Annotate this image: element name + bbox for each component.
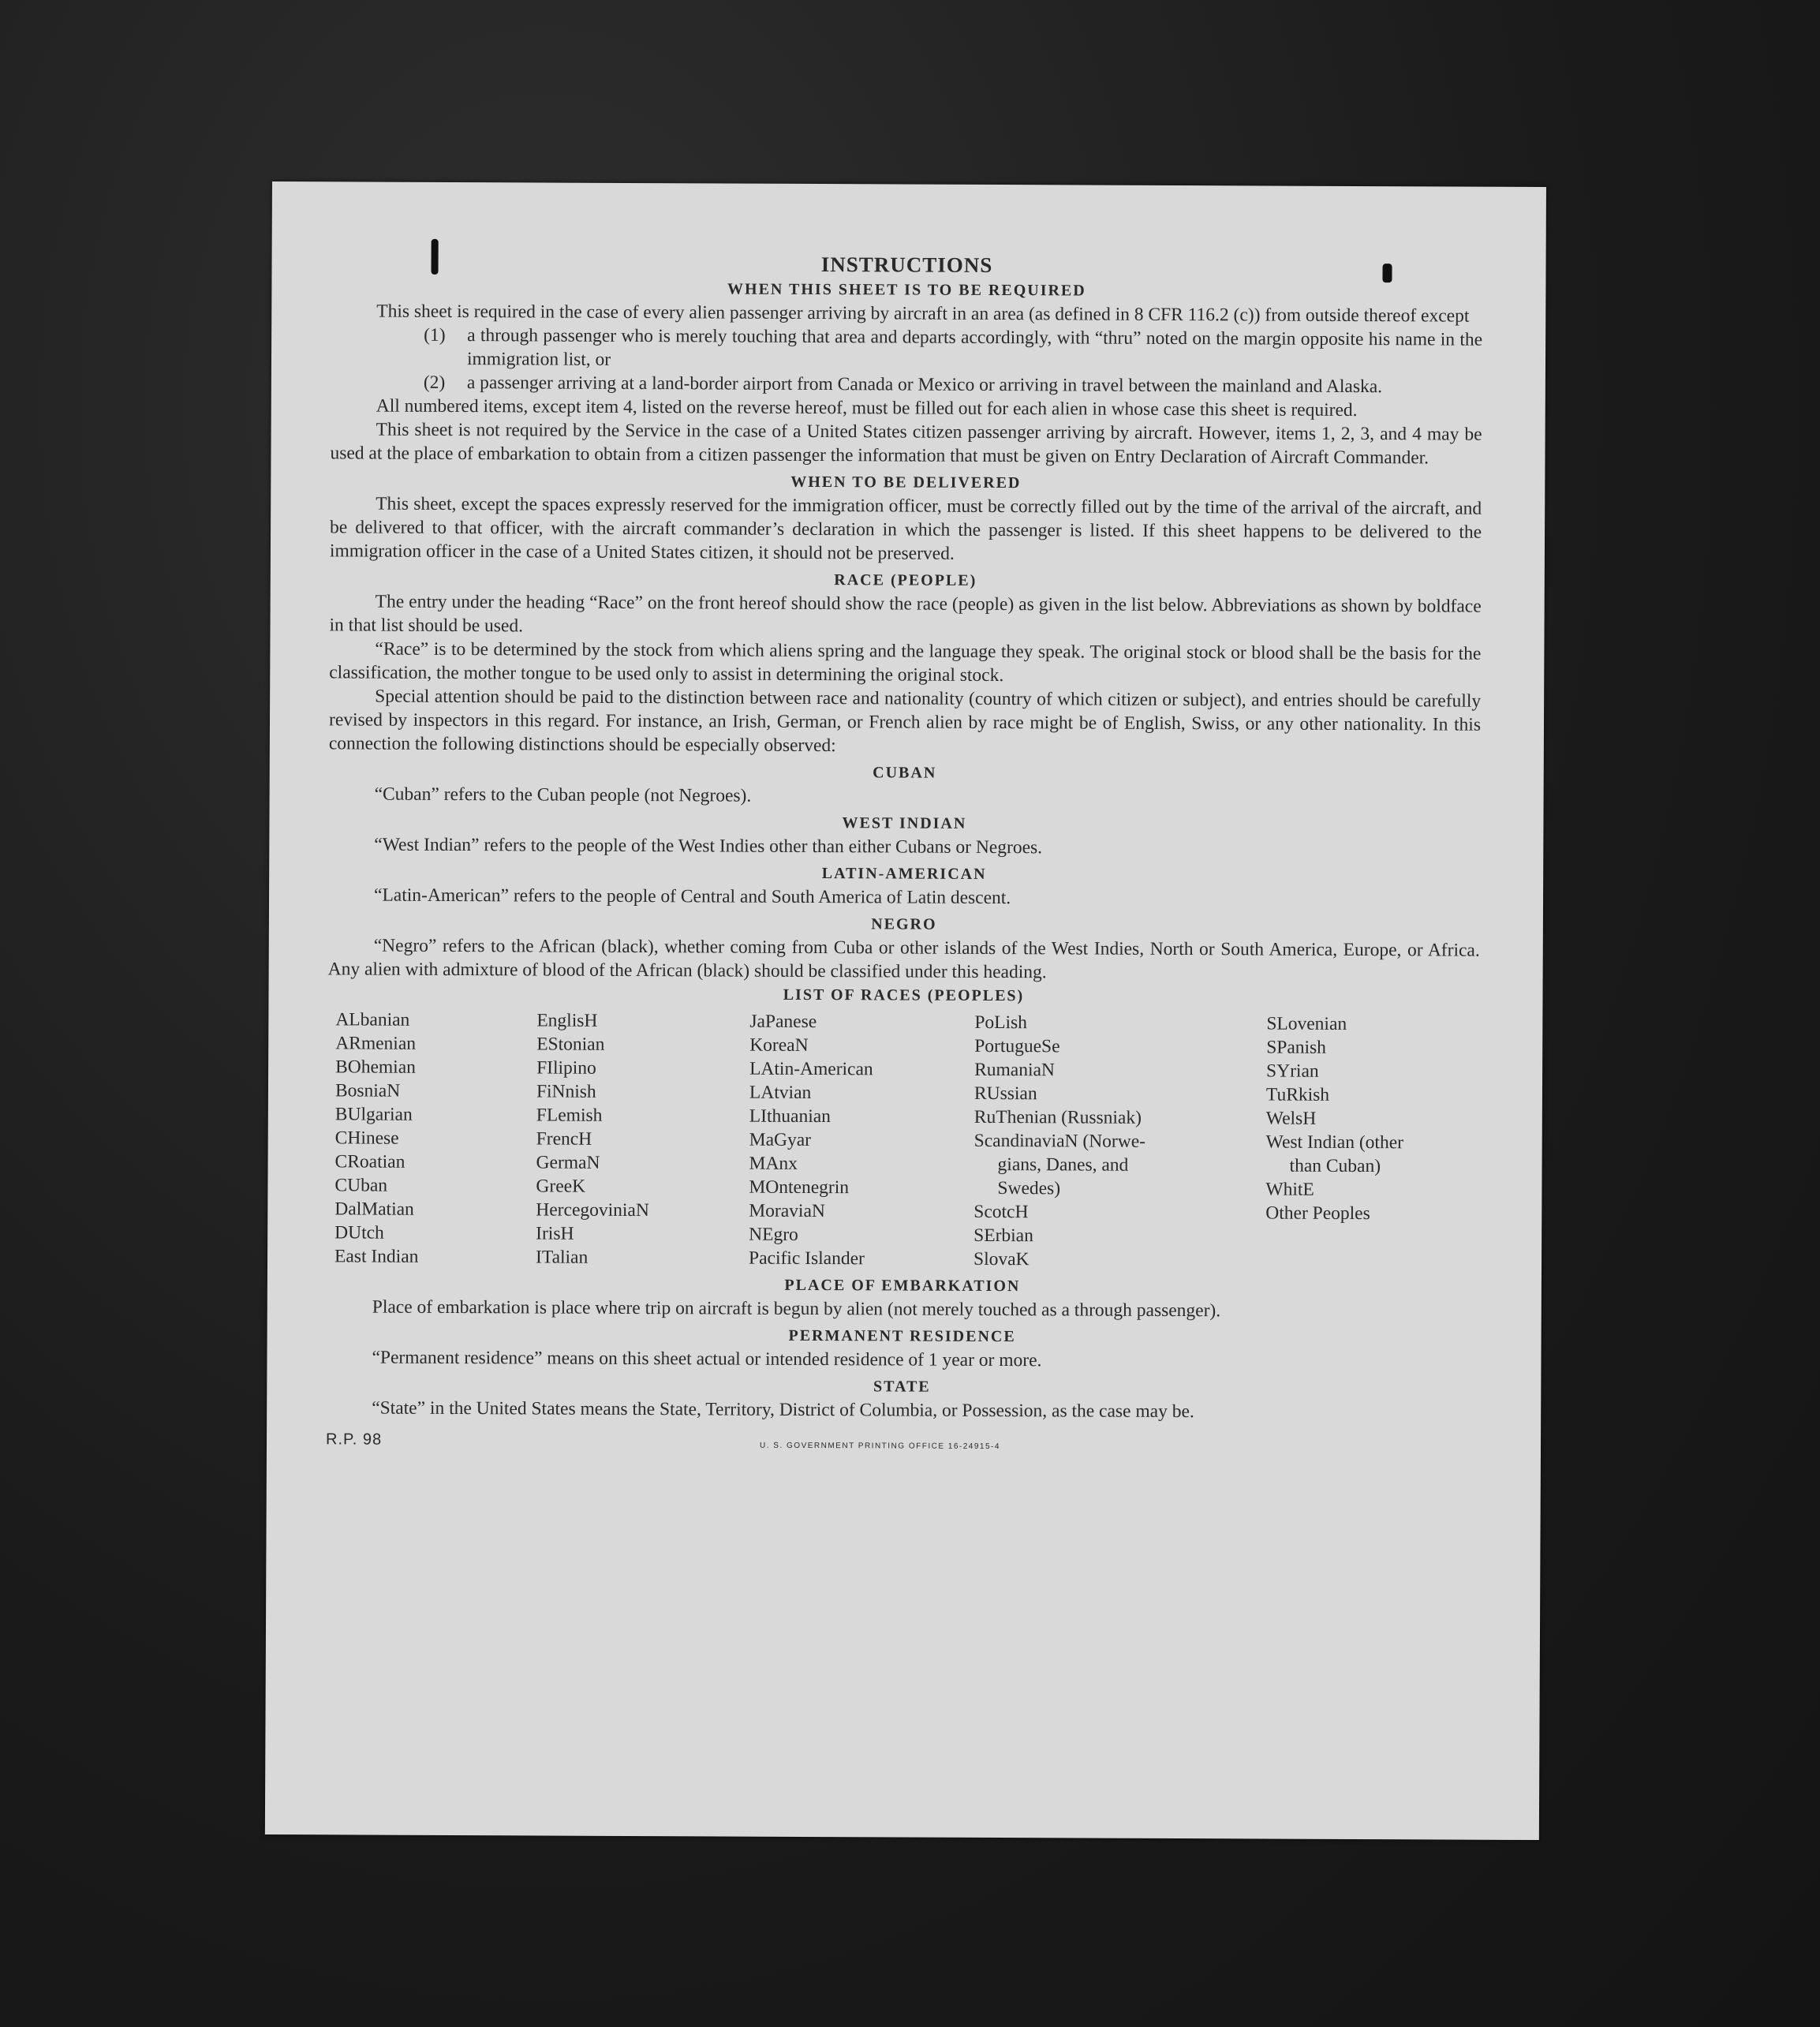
embarkation-paragraph: Place of embarkation is place where trip on aircraft is begun by alien (not merely touched as a through passenger).	[372, 1296, 1221, 1322]
race-entry: SlovaK	[973, 1248, 1030, 1270]
race-entry: HercegoviniaN	[536, 1199, 649, 1221]
race-entry: JaPanese	[749, 1011, 817, 1033]
delivered-paragraph: This sheet, except the spaces expressly reserved for the immigration officer, must be correctly filled out by the time of the arrival of the aircraft, and be delivered to that officer, with the aircraft commander’s declaration in which the passenger is listed. If this sheet happens to be delivered to the immigration officer in the case of a United States citizen, it should not be preserved.	[329, 493, 1482, 564]
race-entry: Other Peoples	[1265, 1202, 1370, 1225]
race-entry: PortugueSe	[974, 1035, 1060, 1057]
race-paragraph: “Race” is to be determined by the stock from which aliens spring and the language they speak. The original stock or blood shall be the basis for the classification, the mother tongue to be used only to assist in determining the original stock.	[329, 638, 1482, 686]
race-entry: LAtvian	[749, 1082, 812, 1103]
race-entry: EnglisH	[536, 1010, 598, 1031]
section-heading-race: RACE (PEOPLE)	[834, 571, 977, 589]
printer-imprint: U. S. GOVERNMENT PRINTING OFFICE 16-24915-4	[759, 1441, 1000, 1452]
race-entry: GermaN	[536, 1152, 600, 1173]
race-entry: Swedes)	[997, 1178, 1061, 1199]
race-entry: gians, Danes, and	[997, 1154, 1129, 1176]
race-entry: FLemish	[536, 1105, 603, 1126]
exception-item	[424, 323, 1482, 376]
section-heading-residence: PERMANENT RESIDENCE	[788, 1326, 1016, 1346]
residence-paragraph: “Permanent residence” means on this sheet actual or intended residence of 1 year or more.	[372, 1347, 1042, 1371]
section-heading-negro: NEGRO	[871, 915, 937, 933]
race-entry: SLovenian	[1266, 1013, 1347, 1034]
races-column-3	[749, 1010, 974, 1271]
race-entry: ARmenian	[335, 1033, 417, 1054]
item-text: a through passenger who is merely touching that area and departs accordingly, with “thru” noted on the margin opposite his name in the immigration list, or	[466, 325, 1483, 370]
west-indian-paragraph: “West Indian” refers to the people of the West Indies other than either Cubans or Negroes.	[374, 834, 1043, 858]
document-sheet	[265, 181, 1546, 1840]
race-entry: SErbian	[974, 1225, 1033, 1247]
races-column-5	[1265, 1012, 1479, 1273]
form-number: R.P. 98	[325, 1430, 383, 1449]
race-entry: ITalian	[535, 1247, 589, 1268]
races-column-1	[334, 1008, 536, 1269]
race-entry: DalMatian	[334, 1199, 414, 1220]
instructions-content	[326, 249, 1483, 1464]
page-title: INSTRUCTIONS	[820, 252, 993, 277]
race-entry: NEgro	[749, 1224, 798, 1245]
race-entry: CUban	[334, 1175, 388, 1196]
race-paragraph: The entry under the heading “Race” on the front hereof should show the race (people) as given in the list below. Abbreviations as shown by boldface in that list should be used.	[329, 591, 1482, 637]
race-entry: EStonian	[536, 1034, 605, 1055]
races-column-2	[536, 1008, 749, 1270]
race-entry: TuRkish	[1265, 1084, 1330, 1105]
race-entry: West Indian (other	[1265, 1131, 1404, 1154]
race-entry: PoLish	[974, 1012, 1028, 1034]
race-entry: ScotcH	[974, 1201, 1029, 1223]
race-entry: CRoatian	[334, 1151, 405, 1172]
race-entry: KoreaN	[749, 1034, 809, 1056]
race-entry: ALbanian	[335, 1009, 410, 1030]
section-heading-required: WHEN THIS SHEET IS TO BE REQUIRED	[727, 280, 1086, 300]
required-intro: This sheet is required in the case of every alien passenger arriving by aircraft in an area (as defined in 8 CFR 116.2 (c)) from outside thereof except	[376, 301, 1470, 327]
section-heading-races-list: LIST OF RACES (PEOPLES)	[783, 985, 1025, 1005]
race-entry: RumaniaN	[974, 1059, 1055, 1081]
citizen-paragraph: This sheet is not required by the Service in the case of a United States citizen passenger arriving by aircraft. However, items 1, 2, 3, and 4 may be used at the place of embarkation to obtain from a citizen passenger the information that must be given on Entry Declaration of Aircraft Commander.	[330, 419, 1482, 469]
race-entry: RuThenian (Russniak)	[974, 1106, 1142, 1128]
item-number: (2)	[423, 372, 446, 393]
race-entry: Pacific Islander	[748, 1247, 865, 1270]
race-entry: GreeK	[536, 1176, 586, 1197]
race-entry: BosniaN	[334, 1080, 401, 1101]
race-entry: East Indian	[334, 1246, 419, 1267]
race-entry: BUlgarian	[334, 1104, 413, 1125]
cuban-paragraph: “Cuban” refers to the Cuban people (not Negroes).	[374, 783, 752, 806]
race-entry: SYrian	[1266, 1060, 1319, 1082]
race-entry: than Cuban)	[1289, 1155, 1381, 1177]
race-entry: RUssian	[974, 1083, 1037, 1105]
section-heading-delivered: WHEN TO BE DELIVERED	[790, 473, 1022, 492]
races-column-4	[974, 1011, 1266, 1273]
race-entry: BOhemian	[335, 1057, 416, 1078]
section-heading-west-indian: WEST INDIAN	[842, 814, 967, 832]
race-entry: LIthuanian	[749, 1105, 832, 1128]
race-paragraph: Special attention should be paid to the distinction between race and nationality (country of which citizen or subject), and entries should be carefully revised by inspectors in this regard. For instance, an Irish, German, or French alien by race might be of English, Swiss, or any other nationality. In this connection the following distinctions should be especially observed:	[328, 686, 1482, 757]
race-entry: ScandinaviaN (Norwe-	[974, 1130, 1146, 1152]
race-entry: MoraviaN	[749, 1200, 825, 1222]
race-entry: SPanish	[1266, 1037, 1327, 1058]
race-entry: FrencH	[536, 1128, 592, 1150]
race-entry: WelsH	[1265, 1108, 1317, 1129]
race-entry: LAtin-American	[749, 1058, 873, 1080]
section-heading-latin-american: LATIN-AMERICAN	[821, 865, 987, 883]
race-entry: WhitE	[1265, 1179, 1314, 1200]
section-heading-cuban: CUBAN	[873, 764, 937, 782]
section-heading-embarkation: PLACE OF EMBARKATION	[784, 1276, 1021, 1296]
races-list	[334, 1008, 1479, 1273]
race-entry: IrisH	[536, 1223, 574, 1244]
race-entry: MAnx	[749, 1153, 798, 1174]
latin-american-paragraph: “Latin-American” refers to the people of Central and South America of Latin descent.	[373, 884, 1011, 909]
race-entry: FIlipino	[536, 1057, 596, 1079]
item-text: a passenger arriving at a land-border airport from Canada or Mexico or arriving in travel between the mainland and Alaska.	[466, 372, 1383, 398]
state-paragraph: “State” in the United States means the State, Territory, District of Columbia, or Possession, as the case may be.	[372, 1397, 1194, 1423]
section-heading-state: STATE	[873, 1378, 931, 1396]
item-number: (1)	[424, 324, 446, 346]
race-entry: CHinese	[334, 1128, 399, 1149]
race-entry: MOntenegrin	[749, 1176, 850, 1199]
race-entry: MaGyar	[749, 1129, 812, 1150]
required-paragraph: All numbered items, except item 4, listed on the reverse hereof, must be filled out for each alien in whose case this sheet is required.	[376, 395, 1358, 421]
footer	[326, 1427, 1478, 1464]
race-entry: FiNnish	[536, 1081, 596, 1102]
negro-paragraph: “Negro” refers to the African (black), whether coming from Cuba or other islands of the West Indies, North or South America, Europe, or Africa. Any alien with admixture of blood of the African (black) should be classified under this heading.	[327, 935, 1480, 983]
race-entry: DUtch	[334, 1222, 384, 1244]
